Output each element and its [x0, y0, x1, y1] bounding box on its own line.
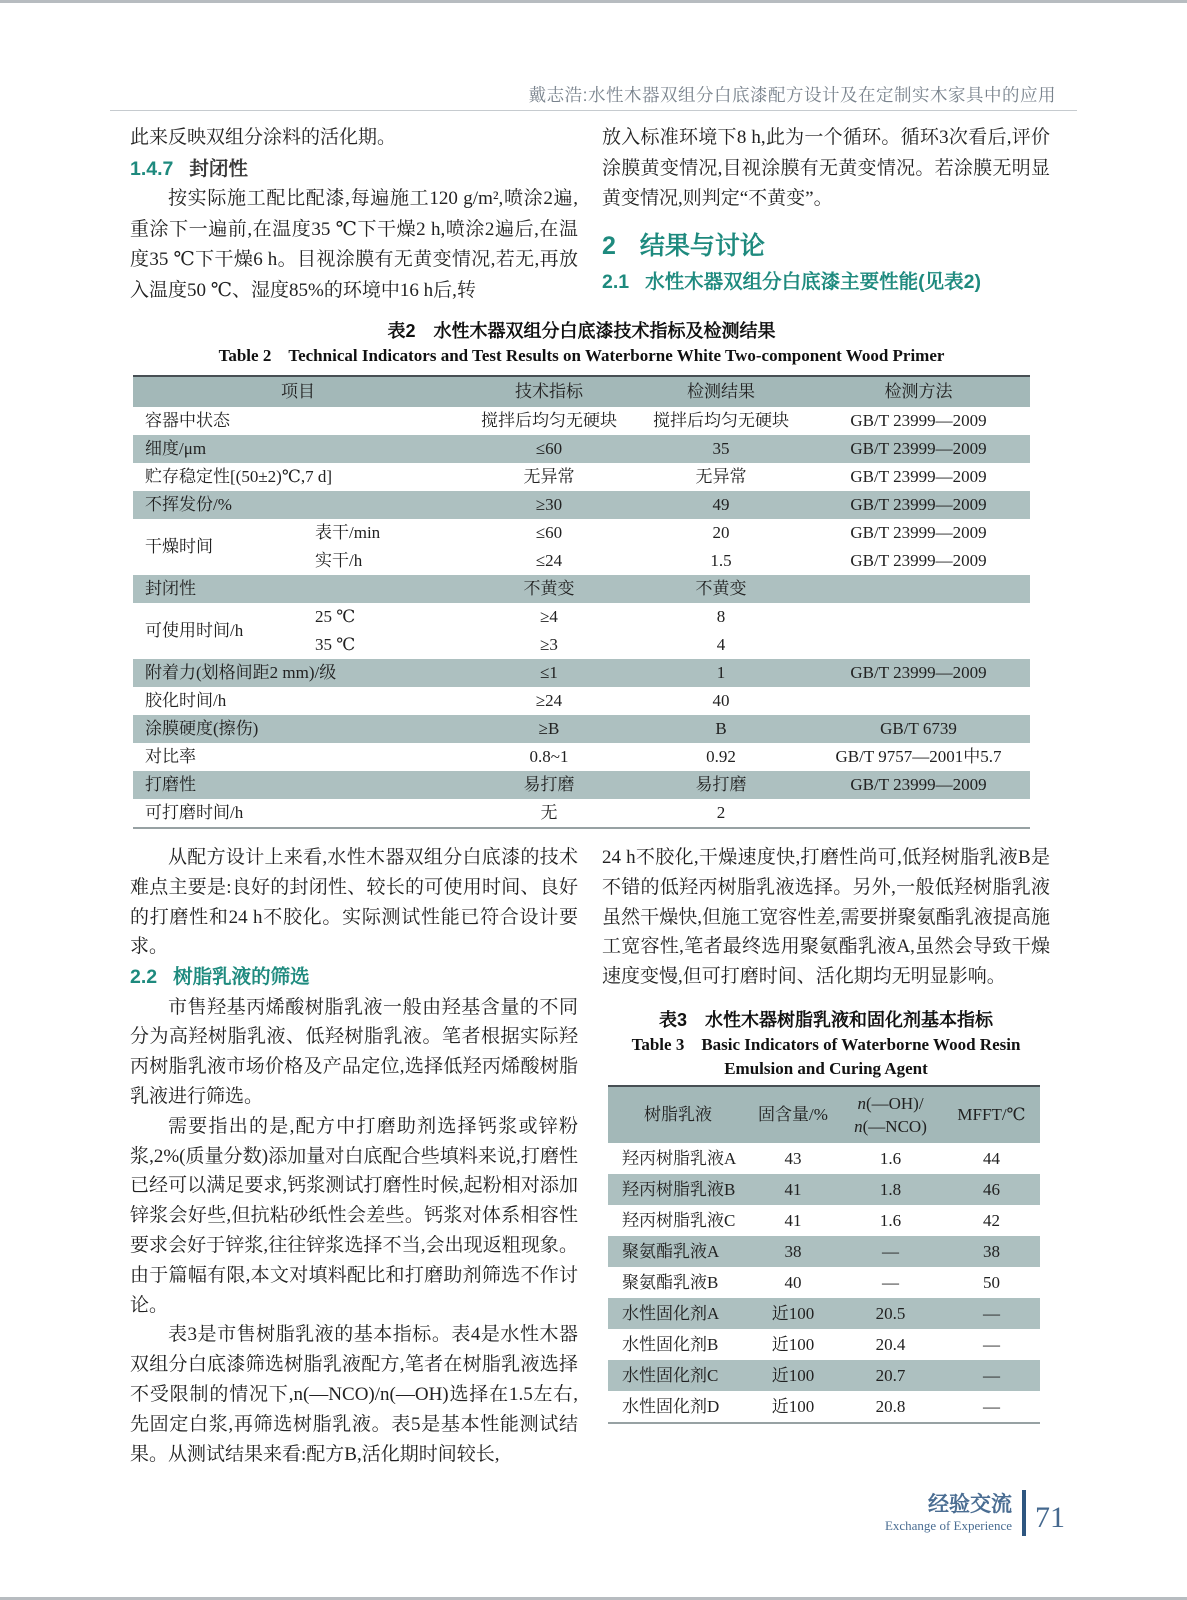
table-cell: —: [943, 1298, 1040, 1329]
table2-caption-en: Table 2 Technical Indicators and Test Results on Waterborne White Two-component Wood Primer: [218, 346, 945, 365]
table2-header-method: 检测方法: [807, 376, 1030, 407]
table-cell: 2: [716, 803, 726, 822]
table3-caption-zh: 表3 水性木器树脂乳液和固化剂基本指标: [658, 1009, 993, 1030]
table-row: [133, 435, 1030, 463]
table2-header-spec: 技术指标: [463, 376, 635, 407]
table-cell: 胶化时间/h: [145, 691, 227, 710]
table-cell: 40: [784, 1272, 802, 1292]
table-row: [608, 1391, 1040, 1423]
table-cell: 35: [635, 435, 807, 463]
table3: [608, 1085, 1040, 1424]
paragraph: 从配方设计上来看,水性木器双组分白底漆的技术难点主要是:良好的封闭性、较长的可使用时间、良好的打磨性和24 h不胶化。实际测试性能已符合设计要求。: [130, 847, 578, 958]
page-footer: [885, 1490, 1065, 1536]
table2: [133, 375, 1030, 829]
column-top-left: [130, 123, 578, 306]
table-cell: ≤60: [463, 435, 635, 463]
table-cell: 实干/h: [315, 551, 363, 570]
table-cell: 羟丙树脂乳液C: [622, 1210, 736, 1230]
table-cell: 可打磨时间/h: [145, 803, 244, 822]
table-row: [133, 771, 1030, 799]
table-cell: GB/T 23999—2009: [807, 435, 1030, 463]
table-cell: 4: [716, 635, 726, 654]
table-cell: [807, 603, 1030, 631]
table-cell: 不黄变: [635, 575, 807, 603]
table-cell: GB/T 23999—2009: [850, 551, 987, 570]
paragraph: 此来反映双组分涂料的活化期。: [130, 127, 397, 148]
table-cell: 1.6: [879, 1148, 902, 1168]
table-cell: 近100: [771, 1396, 815, 1416]
paragraph: 放入标准环境下8 h,此为一个循环。循环3次看后,评价涂膜黄变情况,目视涂膜有无黄变情况。若涂膜无明显黄变情况,则判定“不黄变”。: [602, 127, 1050, 209]
table-cell: 1.8: [838, 1174, 943, 1205]
table2-block: [133, 318, 1030, 829]
table-row: [133, 463, 1030, 491]
footer-section-label: 经验交流 Exchange of Experience: [884, 1492, 1012, 1533]
table-row: [133, 659, 1030, 687]
table-cell: 容器中状态: [145, 411, 230, 430]
table3-header-ratio: n(—OH)/ n(—NCO): [838, 1086, 943, 1143]
table-cell: GB/T 23999—2009: [807, 771, 1030, 799]
table-cell: GB/T 6739: [807, 715, 1030, 743]
table-row: [133, 799, 1030, 828]
table-cell: 搅拌后均匀无硬块: [653, 411, 789, 430]
table-row: [608, 1360, 1040, 1391]
table-cell: ≤1: [463, 659, 635, 687]
table-cell: 1.5: [710, 551, 732, 570]
table-row: [133, 575, 1030, 603]
table-cell: 20.7: [838, 1360, 943, 1391]
paragraph: 市售羟基丙烯酸树脂乳液一般由羟基含量的不同分为高羟树脂乳液、低羟树脂乳液。笔者根据实际羟丙树脂乳液市场价格及产品定位,选择低羟丙烯酸树脂乳液进行筛选。: [130, 996, 578, 1108]
section-heading-1-4-7: 1.4.7 封闭性: [130, 157, 248, 180]
table-cell: ≤60: [535, 523, 563, 542]
table-cell: 1.6: [879, 1210, 902, 1230]
table-cell: 49: [635, 491, 807, 519]
scan-edge-top: [0, 0, 1187, 3]
table3-header-name: 树脂乳液: [608, 1086, 748, 1143]
table-cell: 聚氨酯乳液B: [622, 1272, 719, 1292]
table-cell: 水性固化剂A: [608, 1298, 748, 1329]
table-row: [608, 1267, 1040, 1298]
table-cell: 20.8: [875, 1396, 906, 1416]
table-row: [133, 687, 1030, 715]
table-cell: 对比率: [145, 747, 196, 766]
column-top-right: [602, 123, 1050, 297]
table-cell: —: [943, 1360, 1040, 1391]
table-cell: [807, 631, 1030, 659]
table-cell: GB/T 23999—2009: [850, 467, 987, 486]
table3-header-row: [608, 1086, 1040, 1143]
column-bottom-left: [130, 843, 578, 1469]
table-cell: ≥24: [535, 691, 563, 710]
table-cell: ≥B: [463, 715, 635, 743]
footer-divider: [1022, 1490, 1026, 1536]
table2-caption-zh: 表2 水性木器双组分白底漆技术指标及检测结果: [387, 321, 776, 341]
table-cell: 水性固化剂B: [622, 1334, 719, 1354]
table-cell: 表干/min: [315, 523, 381, 542]
table-cell: [807, 687, 1030, 715]
paragraph: 表3是市售树脂乳液的基本指标。表4是水性木器双组分白底漆筛选树脂乳液配方,笔者在树脂乳液选择不受限制的情况下,n(—NCO)/n(—OH)选择在1.5左右,先固定白浆,再筛选树脂乳液。表5是基本性能测试结果。从测试结果来看:配方B,活化期时间较长,: [130, 1324, 578, 1465]
table-cell: 25 ℃: [315, 607, 356, 626]
table-cell: 羟丙树脂乳液A: [622, 1148, 737, 1168]
table-cell: GB/T 23999—2009: [807, 659, 1030, 687]
table-row: [133, 743, 1030, 771]
table-cell: GB/T 9757—2001中5.7: [835, 747, 1002, 766]
table-row: [133, 603, 1030, 631]
paragraph: 24 h不胶化,干燥速度快,打磨性尚可,低羟树脂乳液B是不错的低羟丙树脂乳液选择。另外,一般低羟树脂乳液虽然干燥快,但施工宽容性差,需要拼聚氨酯乳液提高施工宽容性,笔者最终选用聚氨酯乳液A,虽然会导致干燥速度变慢,但可打磨时间、活化期均无明显影响。: [602, 847, 1050, 988]
table-cell: 近100: [748, 1360, 838, 1391]
table-cell: GB/T 23999—2009: [850, 523, 987, 542]
table-row: [608, 1329, 1040, 1360]
running-head: 戴志浩:水性木器双组分白底漆配方设计及在定制实木家具中的应用: [528, 85, 1056, 105]
table-cell: 易打磨: [463, 771, 635, 799]
table2-header-row: [133, 376, 1030, 407]
table-cell: 近100: [771, 1334, 815, 1354]
table-cell: 42: [983, 1210, 1000, 1230]
table2-header-result: 检测结果: [635, 376, 807, 407]
table-cell: —: [838, 1236, 943, 1267]
section-heading-2-2: 2.2 树脂乳液的筛选: [130, 966, 310, 989]
table-cell: 38: [943, 1236, 1040, 1267]
table-cell: GB/T 23999—2009: [850, 411, 987, 430]
table-cell: 水性固化剂D: [622, 1396, 720, 1416]
table-row: [133, 491, 1030, 519]
table-row: [133, 519, 1030, 547]
table-cell: 43: [784, 1148, 802, 1168]
table-cell: 38: [748, 1236, 838, 1267]
table3-caption-en: Emulsion and Curing Agent: [724, 1058, 928, 1078]
table-cell: 35 ℃: [315, 635, 356, 654]
section-heading-2: 2 结果与讨论: [602, 231, 765, 260]
table-cell: ≥4: [540, 607, 558, 626]
table-row: [608, 1174, 1040, 1205]
table-cell: 细度/μm: [133, 435, 463, 463]
paragraph: 按实际施工配比配漆,每遍施工120 g/m²,喷涂2遍,重涂下一遍前,在温度35 ℃下干燥2 h,喷涂2遍后,在温度35 ℃下干燥6 h。目视涂膜有无黄变情况,若无,再放入温度50 ℃、湿度85%的环境中16 h后,转: [130, 188, 578, 301]
column-bottom-right: [602, 843, 1050, 1424]
table-cell: 0.92: [706, 747, 736, 766]
table-cell: [807, 799, 1030, 828]
table-row: [608, 1236, 1040, 1267]
table-row: [133, 407, 1030, 435]
table-cell: ≥3: [540, 635, 558, 654]
running-head-rule: [110, 110, 1077, 111]
table-cell: 0.8~1: [529, 747, 569, 766]
table-cell: 易打磨: [635, 771, 807, 799]
table-cell: 贮存稳定性[(50±2)℃,7 d]: [145, 467, 332, 486]
table-cell: 20.4: [875, 1334, 906, 1354]
table-cell: 1: [635, 659, 807, 687]
table-cell: 无: [540, 803, 558, 822]
table3-caption-en: Table 3 Basic Indicators of Waterborne Wood Resin: [631, 1034, 1021, 1054]
table-cell: 涂膜硬度(擦伤): [133, 715, 463, 743]
table-cell: 20.5: [838, 1298, 943, 1329]
table-cell: —: [983, 1334, 1000, 1354]
table2-header-item: 项目: [133, 376, 463, 407]
table-cell: —: [983, 1396, 1000, 1416]
table-cell: 附着力(划格间距2 mm)/级: [133, 659, 463, 687]
table-cell: 羟丙树脂乳液B: [608, 1174, 748, 1205]
table-cell: 46: [943, 1174, 1040, 1205]
table3-block: [602, 1007, 1050, 1424]
table-cell: 干燥时间: [145, 537, 213, 556]
table-cell: 8: [716, 607, 726, 626]
table-cell: 无异常: [695, 467, 747, 486]
table-cell: 41: [784, 1210, 802, 1230]
table-cell: 不黄变: [463, 575, 635, 603]
table-cell: ≤24: [535, 551, 563, 570]
table-row: [608, 1298, 1040, 1329]
table-cell: 44: [983, 1148, 1000, 1168]
table-cell: 聚氨酯乳液A: [608, 1236, 748, 1267]
table-cell: 封闭性: [133, 575, 463, 603]
table3-header-mfft: MFFT/℃: [943, 1086, 1040, 1143]
table-cell: 40: [712, 691, 730, 710]
table3-header-solid: 固含量/%: [748, 1086, 838, 1143]
table-cell: 50: [983, 1272, 1000, 1292]
table-cell: 无异常: [523, 467, 575, 486]
table-cell: 不挥发份/%: [133, 491, 463, 519]
table-cell: 水性固化剂C: [608, 1360, 748, 1391]
table-row: [608, 1143, 1040, 1174]
table-cell: [807, 575, 1030, 603]
page-number: 71: [1035, 1501, 1065, 1534]
table-cell: 41: [748, 1174, 838, 1205]
table-cell: GB/T 23999—2009: [807, 491, 1030, 519]
table-cell: B: [635, 715, 807, 743]
table-cell: 20: [712, 523, 730, 542]
table-cell: 打磨性: [133, 771, 463, 799]
table-cell: 可使用时间/h: [145, 621, 244, 640]
table-cell: ≥30: [463, 491, 635, 519]
paragraph: 需要指出的是,配方中打磨助剂选择钙浆或锌粉浆,2%(质量分数)添加量对白底配合些填料来说,打磨性已经可以满足要求,钙浆测试打磨性时候,起粉相对添加锌浆会好些,但抗粘砂纸性会差些。钙浆对体系相容性要求会好于锌浆,往往锌浆选择不当,会出现返粗现象。由于篇幅有限,本文对填料配比和打磨助剂筛选不作讨论。: [130, 1115, 578, 1316]
table-row: [608, 1205, 1040, 1236]
table-cell: —: [882, 1272, 899, 1292]
section-heading-2-1: 2.1 水性木器双组分白底漆主要性能(见表2): [602, 270, 981, 293]
table-cell: 近100: [748, 1298, 838, 1329]
table-cell: 搅拌后均匀无硬块: [481, 411, 617, 430]
table-row: [133, 715, 1030, 743]
